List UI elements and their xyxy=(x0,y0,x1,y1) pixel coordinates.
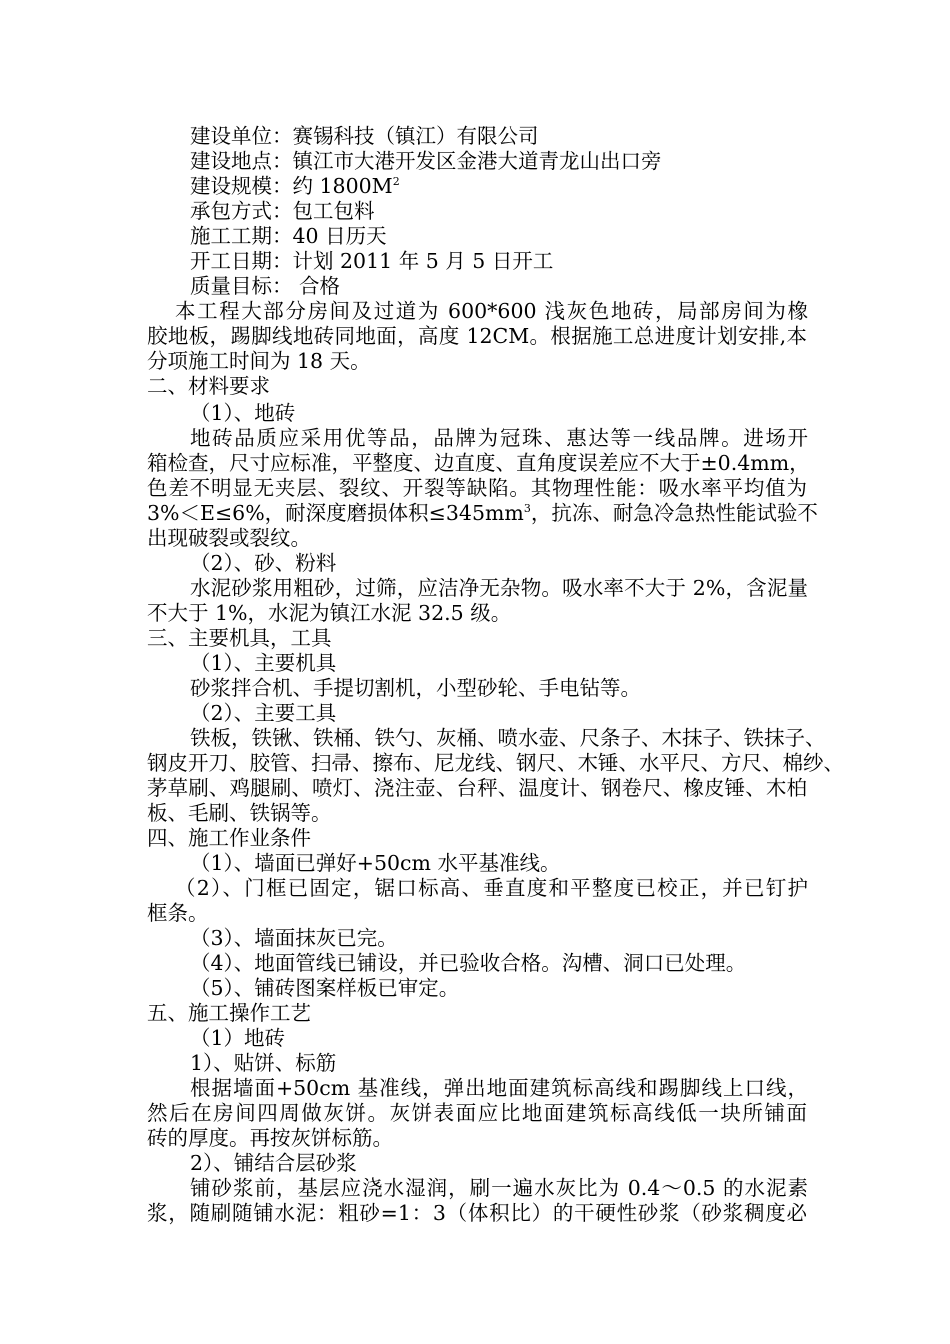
text-line: 框条。 xyxy=(147,901,209,925)
text-line: （3）、墙面抹灰已完。 xyxy=(190,926,398,950)
text-line: 施工工期：40 日历天 xyxy=(190,224,387,248)
text-line: 3%＜E≤6%，耐深度磨损体积$\le 345mm^3$，抗冻、耐急冷急热性能试验不 xyxy=(147,501,818,525)
subsection-heading: （2）、砂、粉料 xyxy=(190,551,337,575)
text-line: （4）、地面管线已铺设，并已验收合格。沟槽、洞口已处理。 xyxy=(190,951,747,975)
section-heading: 四、施工作业条件 xyxy=(147,826,311,850)
text-line: 根据墙面+50cm 基准线，弹出地面建筑标高线和踢脚线上口线， xyxy=(190,1076,808,1100)
text-line: 建设规模：约 $1800M^2$ xyxy=(190,174,400,198)
subsection-heading: （1）、地砖 xyxy=(190,401,296,425)
section-heading: 二、材料要求 xyxy=(147,374,270,398)
text-line: 分项施工时间为 18 天。 xyxy=(147,349,371,373)
subsection-heading: （2）、主要工具 xyxy=(190,701,337,725)
text-line: 承包方式：包工包料 xyxy=(190,199,375,223)
text-line: （1）、墙面已弹好+50cm 水平基准线。 xyxy=(190,851,561,875)
text-line: 浆，随刷随铺水泥：粗砂=1：3（体积比）的干硬性砂浆（砂浆稠度必 xyxy=(147,1201,807,1225)
text-line: 钢皮开刀、胶管、扫帚、擦布、尼龙线、钢尺、木锤、水平尺、方尺、棉纱、 xyxy=(147,751,844,775)
text-line: 茅草刷、鸡腿刷、喷灯、浇注壶、台秤、温度计、钢卷尺、橡皮锤、木柏 xyxy=(147,776,807,800)
text-line: 色差不明显无夹层、裂纹、开裂等缺陷。其物理性能：吸水率平均值为 xyxy=(147,476,807,500)
text-line: （2）、门框已固定，锯口标高、垂直度和平整度已校正，并已钉护 xyxy=(175,876,808,900)
text-line: 然后在房间四周做灰饼。灰饼表面应比地面建筑标高线低一块所铺面 xyxy=(147,1101,807,1125)
text-line: 铁板，铁锹、铁桶、铁勺、灰桶、喷水壶、尺条子、木抹子、铁抹子、 xyxy=(190,726,826,750)
text-line: 建设地点：镇江市大港开发区金港大道青龙山出口旁 xyxy=(190,149,662,173)
text-line: 铺砂浆前，基层应浇水湿润，刷一遍水灰比为 0.4～0.5 的水泥素 xyxy=(190,1176,808,1200)
text-line: 不大于 1%，水泥为镇江水泥 32.5 级。 xyxy=(147,601,512,625)
text-line: 水泥砂浆用粗砂，过筛，应洁净无杂物。吸水率不大于 2%，含泥量 xyxy=(190,576,808,600)
section-heading: 三、主要机具，工具 xyxy=(147,626,332,650)
text-line: 地砖品质应采用优等品，品牌为冠珠、惠达等一线品牌。进场开 xyxy=(190,426,808,450)
text-line: 建设单位：赛锡科技（镇江）有限公司 xyxy=(190,124,539,148)
text-line: 砂浆拌合机、手提切割机，小型砂轮、手电钻等。 xyxy=(190,676,641,700)
section-heading: 五、施工操作工艺 xyxy=(147,1001,311,1025)
text-line: 砖的厚度。再按灰饼标筋。 xyxy=(147,1126,393,1150)
text-line: 出现破裂或裂纹。 xyxy=(147,526,311,550)
text-line: 开工日期：计划 2011 年 5 月 5 日开工 xyxy=(190,249,554,273)
text-line: 板、毛刷、铁锅等。 xyxy=(147,801,332,825)
text-line: 胶地板，踢脚线地砖同地面，高度 12CM。根据施工总进度计划安排,本 xyxy=(147,324,807,348)
text-line: （5）、铺砖图案样板已审定。 xyxy=(190,976,460,1000)
subsection-heading: （1）、主要机具 xyxy=(190,651,337,675)
subsection-heading: （1）地砖 xyxy=(190,1026,286,1050)
text-line: 箱检查，尺寸应标准，平整度、边直度、直角度误差应不大于±0.4mm， xyxy=(147,451,810,475)
text-line: 质量目标： 合格 xyxy=(190,274,341,298)
subsection-heading: 2）、铺结合层砂浆 xyxy=(190,1151,357,1175)
text-line: 本工程大部分房间及过道为 600*600 浅灰色地砖，局部房间为橡 xyxy=(175,299,808,323)
subsection-heading: 1）、贴饼、标筋 xyxy=(190,1051,337,1075)
